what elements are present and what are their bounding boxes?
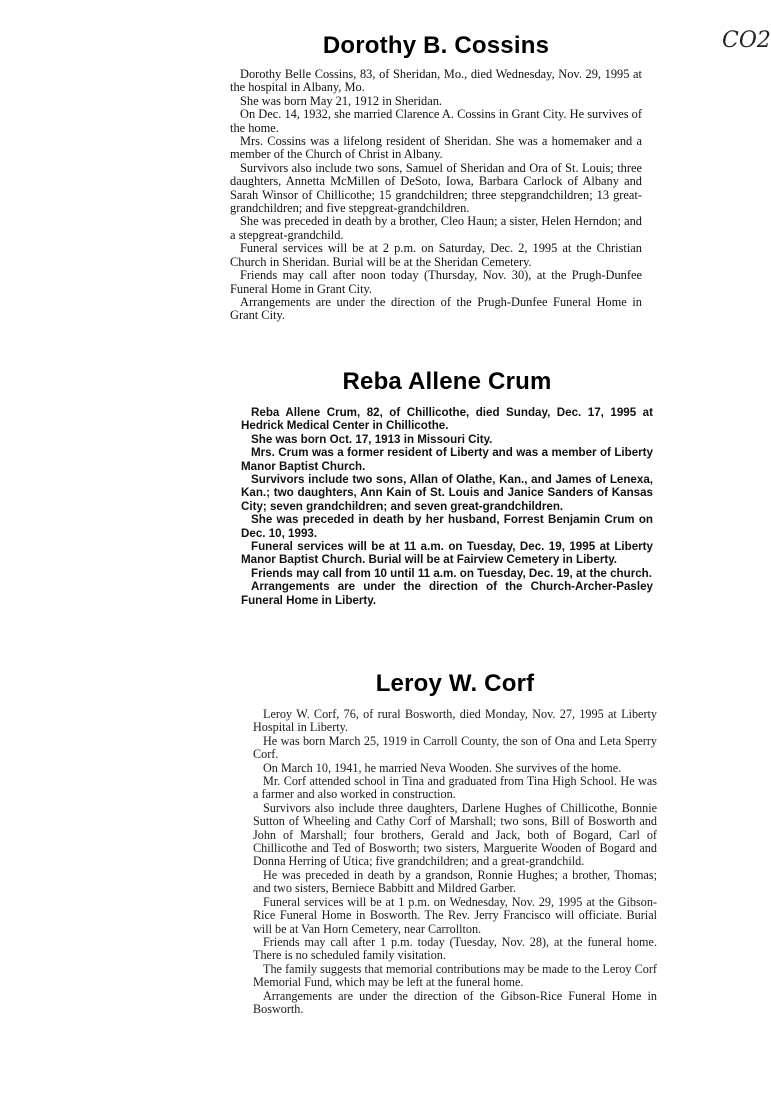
obituary-paragraph: Friends may call after noon today (Thursday, Nov. 30), at the Prugh-Dunfee Funeral Home in Grant City. — [230, 268, 642, 296]
obituary-dorothy-cossins — [230, 32, 642, 323]
obituary-paragraph: On Dec. 14, 1932, she married Clarence A. Cossins in Grant City. He survives of the home. — [230, 107, 642, 135]
obituary-paragraph: Friends may call after 1 p.m. today (Tuesday, Nov. 28), at the funeral home. There is no scheduled family visitation. — [253, 934, 657, 963]
obituary-paragraph: Leroy W. Corf, 76, of rural Bosworth, died Monday, Nov. 27, 1995 at Liberty Hospital in Liberty. — [253, 707, 657, 735]
obituary-paragraph: Arrangements are under the direction of the Gibson-Rice Funeral Home in Bosworth. — [253, 988, 657, 1016]
obituary-reba-crum — [241, 368, 653, 607]
obituary-paragraph: Funeral services will be at 2 p.m. on Saturday, Dec. 2, 1995 at the Christian Church in Sheridan. Burial will be at the Sheridan Cemetery. — [230, 241, 642, 269]
obituary-paragraph: Friends may call from 10 until 11 a.m. on Tuesday, Dec. 19, at the church. — [251, 566, 652, 580]
obituary-paragraph: Mrs. Cossins was a lifelong resident of Sheridan. She was a homemaker and a member of the Church of Christ in Albany. — [230, 134, 642, 162]
obituary-paragraph: Funeral services will be at 1 p.m. on Wednesday, Nov. 29, 1995 at the Gibson-Rice Funeral Home in Bosworth. The Rev. Jerry Francisco will officiate. Burial will be at Van Horn Cemetery, near Carrollton. — [253, 894, 657, 936]
obituary-paragraph: Dorothy Belle Cossins, 83, of Sheridan, Mo., died Wednesday, Nov. 29, 1995 at the hospital in Albany, Mo. — [230, 67, 642, 95]
obituary-title: Reba Allene Crum — [342, 368, 552, 395]
obituary-paragraph: She was preceded in death by her husband, Forrest Benjamin Crum on Dec. 10, 1993. — [241, 513, 653, 540]
obituary-paragraph: Funeral services will be at 11 a.m. on Tuesday, Dec. 19, 1995 at Liberty Manor Baptist Church. Burial will be at Fairview Cemetery in Liberty. — [241, 540, 653, 567]
obituary-paragraph: She was preceded in death by a brother, Cleo Haun; a sister, Helen Herndon; and a stepgreat-grandchild. — [230, 214, 642, 242]
obituary-title: Leroy W. Corf — [375, 670, 535, 697]
obituary-paragraph: Mr. Corf attended school in Tina and graduated from Tina High School. He was a farmer and also worked in construction. — [253, 774, 657, 802]
obituary-paragraph: Arrangements are under the direction of the Church-Archer-Pasley Funeral Home in Liberty. — [241, 580, 653, 607]
obituary-paragraph: On March 10, 1941, he married Neva Wooden. She survives of the home. — [263, 760, 622, 775]
obituary-title: Dorothy B. Cossins — [322, 32, 550, 59]
obituary-paragraph: Mrs. Crum was a former resident of Liberty and was a member of Liberty Manor Baptist Church. — [241, 446, 653, 473]
obituary-paragraph: Arrangements are under the direction of the Prugh-Dunfee Funeral Home in Grant City. — [230, 294, 642, 323]
obituary-paragraph: She was born May 21, 1912 in Sheridan. — [240, 93, 443, 108]
obituary-paragraph: Survivors also include three daughters, Darlene Hughes of Chillicothe, Bonnie Sutton of Wheeling and Cathy Corf of Marshall; two sons, Bill of Bosworth and John of Marshall; four brothers, Gerald and Jack, both of Bogard, Carl of Chillicothe and Ted of Bosworth; two sisters, Marguerite Wooden of Bogard and Donna Herring of Utica; five grandchildren; and a great-grandchild. — [253, 800, 657, 869]
obituary-paragraph: He was preceded in death by a grandson, Ronnie Hughes; a brother, Thomas; and two sisters, Berniece Babbitt and Mildred Garber. — [253, 867, 657, 896]
page-note: CO2 — [722, 28, 771, 53]
obituary-paragraph: He was born March 25, 1919 in Carroll County, the son of Ona and Leta Sperry Corf. — [253, 733, 657, 762]
obituary-paragraph: Reba Allene Crum, 82, of Chillicothe, died Sunday, Dec. 17, 1995 at Hedrick Medical Center in Chillicothe. — [241, 406, 653, 433]
obituary-leroy-corf — [253, 670, 657, 1016]
obituary-paragraph: The family suggests that memorial contributions may be made to the Leroy Corf Memorial Fund, which may be left at the funeral home. — [253, 961, 657, 990]
obituary-paragraph: Survivors include two sons, Allan of Olathe, Kan., and James of Lenexa, Kan.; two daughters, Ann Kain of St. Louis and Janice Sanders of Kansas City; seven grandchildren; and seven great-grandchildren. — [241, 473, 653, 513]
obituary-paragraph: She was born Oct. 17, 1913 in Missouri City. — [251, 432, 493, 446]
obituary-paragraph: Survivors also include two sons, Samuel of Sheridan and Ora of St. Louis; three daughters, Annetta McMillen of DeSoto, Iowa, Barbara Carlock of Albany and Sarah Winsor of Chillicothe; 15 grandchildren; three stepgrandchildren; 13 great-grandchildren; and five stepgreat-grandchildren. — [230, 160, 642, 216]
